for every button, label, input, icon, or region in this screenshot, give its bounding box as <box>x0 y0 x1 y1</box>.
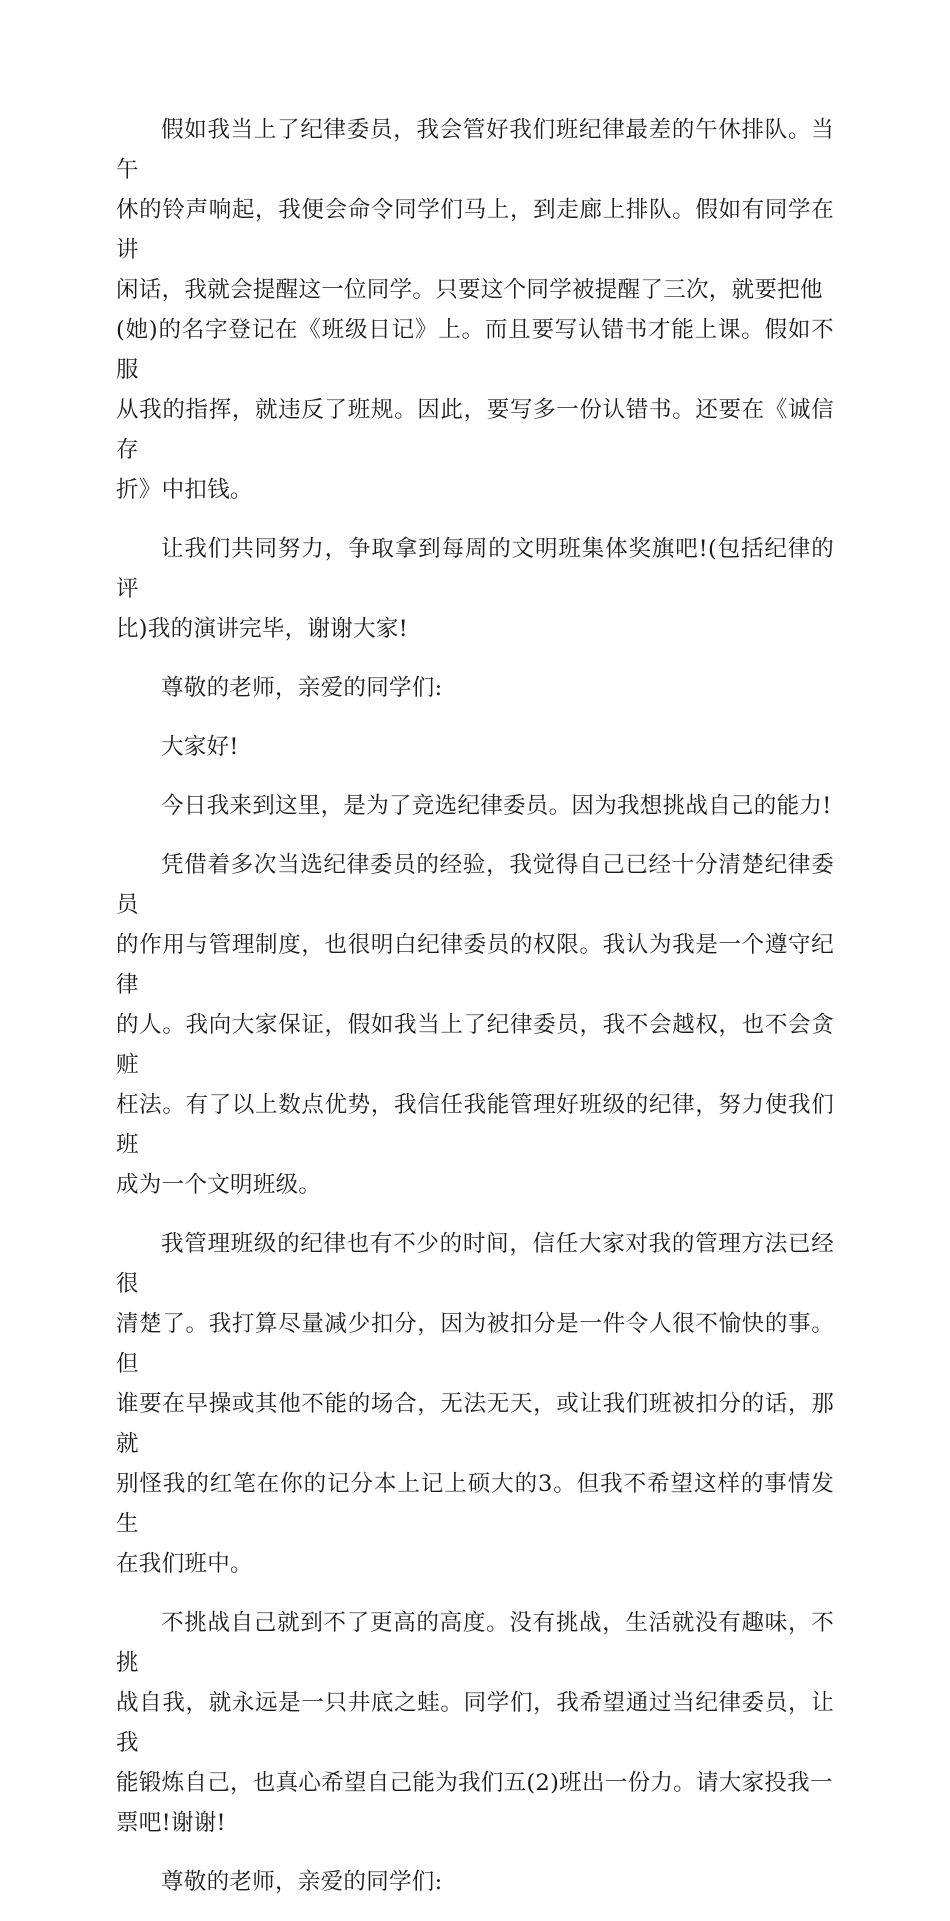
paragraph-purpose: 今日我来到这里，是为了竞选纪律委员。因为我想挑战自己的能力! <box>161 793 832 819</box>
paragraph-greeting-teachers: 尊敬的老师，亲爱的同学们: <box>161 675 443 701</box>
paragraph-discipline-plan: 假如我当上了纪律委员，我会管好我们班纪律最差的午休排队。当午 休的铃声响起，我便会命令同学们马上，到走廊上排队。假如有同学在讲 闲话，我就会提醒这一位同学。只要这个同学被提醒了三次，就要把他 (她)的名字登记在《班级日记》上。而且要写认错书才能上课。假如不服 从我的指挥，就违反了班规。因此，要写多一份认错书。还要在《诚信存 折》中扣钱。 <box>116 117 834 503</box>
paragraph-hello-everyone: 大家好! <box>161 734 239 760</box>
paragraph-greeting-teachers-repeat: 尊敬的老师，亲爱的同学们: <box>161 1869 443 1895</box>
paragraph-closing-remarks: 让我们共同努力，争取拿到每周的文明班集体奖旗吧!(包括纪律的评 比)我的演讲完毕，谢谢大家! <box>116 536 834 642</box>
paragraph-management: 我管理班级的纪律也有不少的时间，信任大家对我的管理方法已经很 清楚了。我打算尽量减少扣分，因为被扣分是一件令人很不愉快的事。但 谁要在早操或其他不能的场合，无法无天，或让我们班被扣分的话，那就 别怪我的红笔在你的记分本上记上硕大的3。但我不希望这样的事情发生 在我们班中。 <box>116 1231 834 1577</box>
paragraph-experience: 凭借着多次当选纪律委员的经验，我觉得自己已经十分清楚纪律委员 的作用与管理制度，也很明白纪律委员的权限。我认为我是一个遵守纪律 的人。我向大家保证，假如我当上了纪律委员，我不会越权，也不会贪赃 枉法。有了以上数点优势，我信任我能管理好班级的纪律，努力使我们班 成为一个文明班级。 <box>116 852 834 1198</box>
document-body <box>116 110 834 1921</box>
paragraph-challenge: 不挑战自己就到不了更高的高度。没有挑战，生活就没有趣味，不挑 战自我，就永远是一只井底之蛙。同学们，我希望通过当纪律委员，让我 能锻炼自己，也真心希望自己能为我们五(2)班出一份力。请大家投我一 票吧!谢谢! <box>116 1610 834 1836</box>
